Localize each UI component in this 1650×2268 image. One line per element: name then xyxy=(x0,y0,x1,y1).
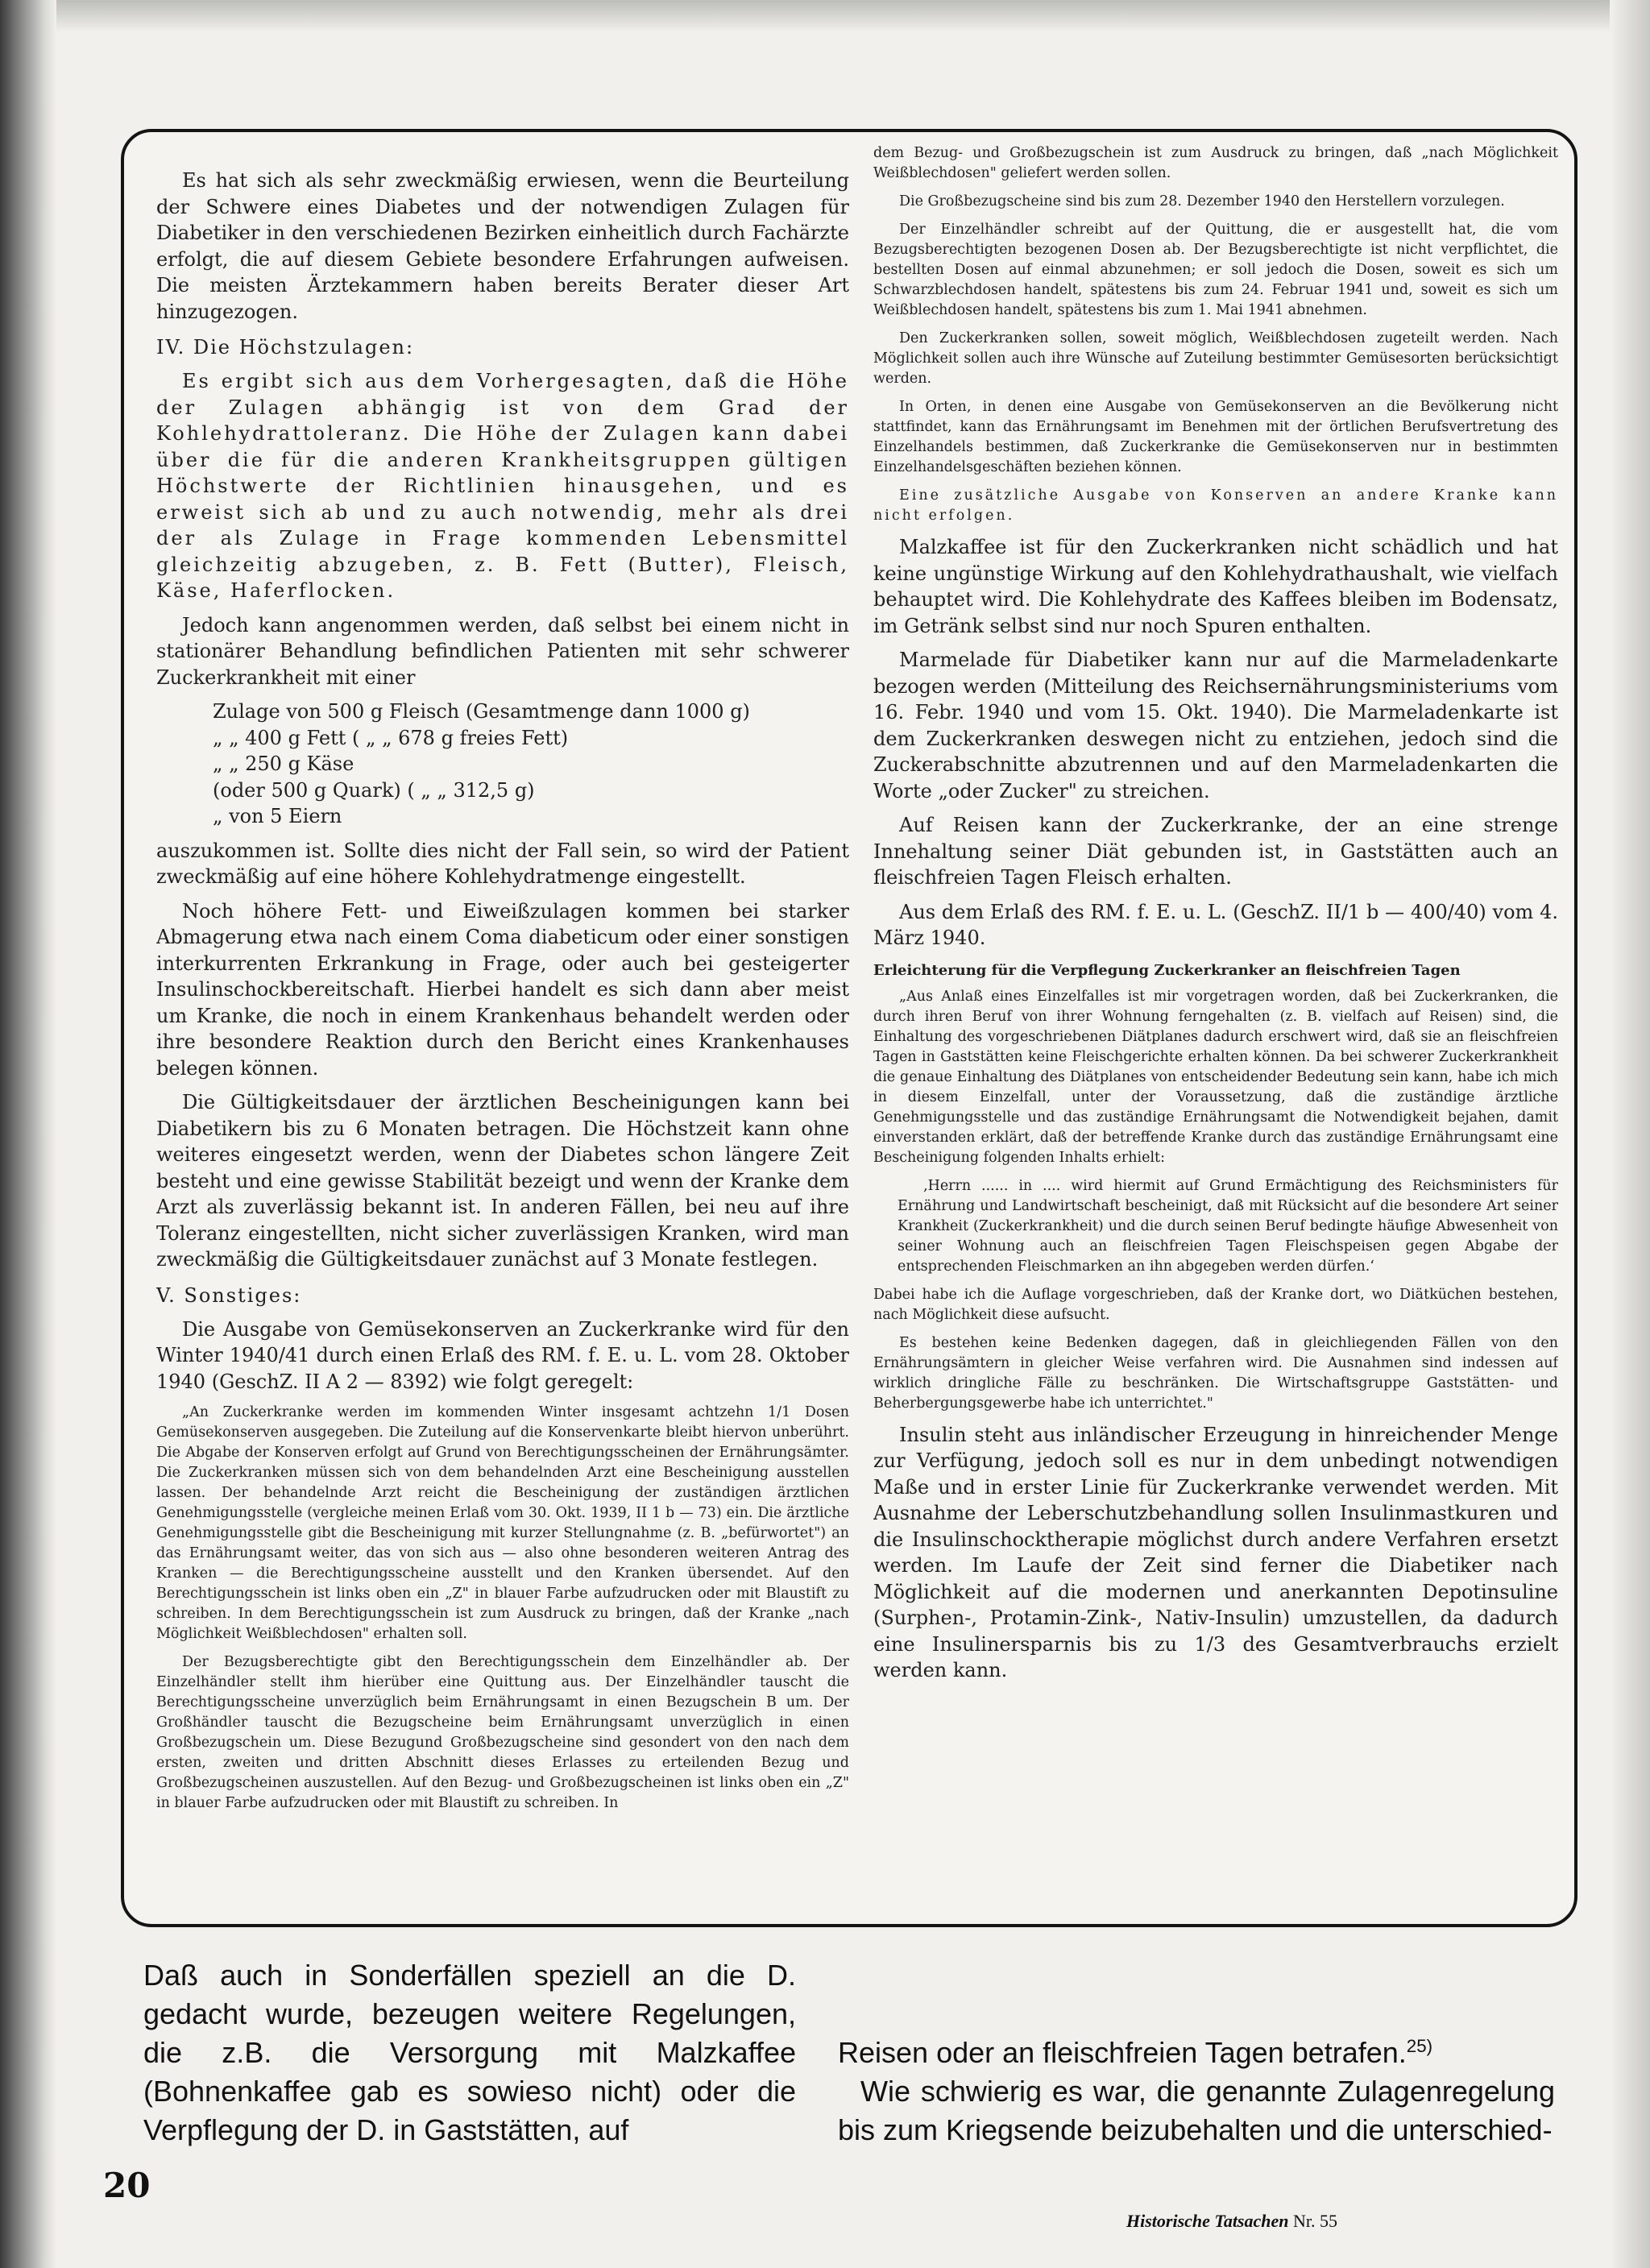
table-line: „ „ 400 g Fett ( „ „ 678 g freies Fett) xyxy=(213,726,569,749)
doc-paragraph: Es hat sich als sehr zweckmäßig erwiesen, wenn die Beurteilung der Schwere eines Diabetes und der notwendigen Zulagen für Diabetiker in den verschiedenen Bezirken einheitlich durch Fachärzte erfolgt, die auf diesem Gebiete besondere Erfahrungen aufweisen. Die meisten Ärztekammern haben bereits Berater dieser Art hinzugezogen. xyxy=(156,169,849,323)
page-footer xyxy=(1126,2211,1337,2232)
decree-quote: Der Einzelhändler schreibt auf der Quittung, die er ausgestellt hat, die vom Bezugsberechtigten bezogenen Dosen ab. Der Bezugsberechtigte ist nicht verpflichtet, die bestellten Dosen auf einmal abzunehmen; er soll jedoch die Dosen, soweit es sich um Schwarzblechdosen handelt, spätestens bis zum 24. Februar 1941 und, soweit es sich um Weißblechdosen handelt, spätestens bis zum 1. Mai 1941 abnehmen. xyxy=(873,222,1558,318)
page-number: 20 xyxy=(103,2166,151,2205)
section-heading-v: V. Sonstiges: xyxy=(156,1283,302,1307)
decree-quote: Die Großbezugscheine sind bis zum 28. Dezember 1940 den Herstellern vorzulegen. xyxy=(899,193,1505,209)
decree-quote: dem Bezug- und Großbezugschein ist zum Ausdruck zu bringen, daß „nach Möglichkeit Weißblechdosen" geliefert werden sollen. xyxy=(873,145,1558,181)
scan-edge-top xyxy=(0,0,1650,32)
article-text-left: Daß auch in Sonderfällen speziell an die D. gedacht wurde, bezeugen weitere Regelungen, die z.B. die Versorgung mit Malzkaffee (Bohnenkaffee gab es sowieso nicht) oder die Verpflegung der D. in Gaststätten, auf xyxy=(143,1959,796,2146)
decree-quote: „An Zuckerkranke werden im kommenden Winter insgesamt achtzehn 1/1 Dosen Gemüsekonserven ausgegeben. Die Zuteilung auf die Konservenkarte bleibt hiervon unberührt. Die Abgabe der Konserven erfolgt auf Grund von Berechtigungsscheinen der Ernährungsämter. Die Zuckerkranken müssen sich von dem behandelnden Arzt eine Bescheinigung ausstellen lassen. Der behandelnde Arzt reicht die Bescheinigung der zuständigen ärztlichen Genehmigungsstelle (vergleiche meinen Erlaß vom 30. Okt. 1939, II 1 b — 73) ein. Die ärztliche Genehmigungsstelle gibt die Bescheinigung mit kurzer Stellungnahme (z. B. „befürwortet") an das Ernährungsamt weiter, das von sich aus — also ohne besonderen weiteren Antrag des Kranken — die Berechtigungsscheine ausstellt und den Kranken übersendet. Auf den Berechtigungsschein ist links oben ein „Z" in blauer Farbe aufzudrucken oder mit Blaustift zu schreiben. In dem Berechtigungsschein ist zum Ausdruck zu bringen, daß der Kranke „nach Möglichkeit Weißblechdosen" erhalten soll. xyxy=(156,1404,849,1642)
decree-heading: Erleichterung für die Verpflegung Zuckerkranker an fleischfreien Tagen xyxy=(873,961,1461,979)
magazine-title: Historische Tatsachen xyxy=(1126,2211,1289,2231)
article-line xyxy=(838,2034,1555,2072)
doc-paragraph: Die Ausgabe von Gemüsekonserven an Zuckerkranke wird für den Winter 1940/41 durch einen Erlaß des RM. f. E. u. L. vom 28. Oktober 1940 (GeschZ. II A 2 — 8392) wie folgt geregelt: xyxy=(156,1317,849,1393)
doc-paragraph: Aus dem Erlaß des RM. f. E. u. L. (GeschZ. II/1 b — 400/40) vom 4. März 1940. xyxy=(873,900,1558,949)
doc-paragraph: auszukommen ist. Sollte dies nicht der Fall sein, so wird der Patient zweckmäßig auf eine höhere Kohlehydratmenge eingestellt. xyxy=(156,839,849,888)
doc-paragraph: Die Gültigkeitsdauer der ärztlichen Bescheinigungen kann bei Diabetikern bis zu 6 Monaten betragen. Die Höchstzeit kann ohne weiteres eingesetzt werden, wenn der Diabetes schon längere Zeit besteht und eine gewisse Stabilität bezeigt und wenn der Kranke dem Arzt als zuverlässig bekannt ist. In anderen Fällen, bei neu auf ihre Toleranz eingestellten, nicht sicher zuverlässigen Kranken, wird man zweckmäßig die Gültigkeitsdauer zunächst auf 3 Monate festlegen. xyxy=(156,1091,849,1271)
decree-quote: Den Zuckerkranken sollen, soweit möglich, Weißblechdosen zugeteilt werden. Nach Möglichkeit sollen auch ihre Wünsche auf Zuteilung bestimmter Gemüsesorten berücksichtigt werden. xyxy=(873,330,1558,387)
decree-quote: Der Bezugsberechtigte gibt den Berechtigungsschein dem Einzelhändler ab. Der Einzelhändler stellt ihm hierüber eine Quittung aus. Der Einzelhändler tauscht die Berechtigungsscheine unverzüglich beim Ernährungsamt in einen Bezugschein B um. Der Großhändler tauscht die Bezugscheine beim Ernährungsamt unverzüglich in einen Großbezugschein um. Diese Bezugund Großbezugscheine sind gesondert von den nach dem ersten, zweiten und dritten Abschnitt dieses Erlasses zu erteilenden Bezug und Großbezugscheinen auszustellen. Auf den Bezug- und Großbezugscheinen ist links oben ein „Z" in blauer Farbe aufzudrucken oder mit Blaustift zu schreiben. In xyxy=(156,1654,849,1811)
decree-quote: Eine zusätzliche Ausgabe von Konserven an andere Kranke kann nicht erfolgen. xyxy=(873,487,1558,524)
certificate-quote: ‚Herrn ...... in .... wird hiermit auf Grund Ermächtigung des Reichsministers für Ernährung und Landwirtschaft bescheinigt, daß mit Rücksicht auf die besondere Art seiner Krankheit (Zuckerkrankheit) und die durch seinen Beruf bedingte häufige Abwesenheit von seiner Wohnung auch an fleischfreien Tagen Fleischspeisen gegen Abgabe der entsprechenden Fleischmarken an ihn abgegeben werden dürfen.‘ xyxy=(898,1177,1558,1275)
doc-paragraph: Auf Reisen kann der Zuckerkranke, der an eine strenge Innehaltung seiner Diät gebunden ist, in Gaststätten auch an fleischfreien Tagen Fleisch erhalten. xyxy=(873,814,1558,889)
doc-paragraph: Es ergibt sich aus dem Vorhergesagten, daß die Höhe der Zulagen abhängig ist von dem Grad der Kohlehydrattoleranz. Die Höhe der Zulagen kann dabei über die für die anderen Krankheitsgruppen gültigen Höchstwerte der Richtlinien hinausgehen, und es erweist sich ab und zu auch notwendig, mehr als drei der als Zulage in Frage kommenden Lebensmittel gleichzeitig abzugeben, z. B. Fett (Butter), Fleisch, Käse, Haferflocken. xyxy=(156,370,849,602)
doc-paragraph: Jedoch kann angenommen werden, daß selbst bei einem nicht in stationärer Behandlung befindlichen Patienten mit sehr schwerer Zuckerkrankheit mit einer xyxy=(156,613,849,689)
table-line: Zulage von 500 g Fleisch (Gesamtmenge dann 1000 g) xyxy=(213,700,750,723)
doc-paragraph: Marmelade für Diabetiker kann nur auf die Marmeladenkarte bezogen werden (Mitteilung des Reichsernährungsministeriums vom 16. Febr. 1940 und vom 15. Okt. 1940). Die Marmeladenkarte ist dem Zuckerkranken deswegen nicht zu entziehen, jedoch sind die Zuckerabschnitte abzutrennen und auf den Marmeladenkarten die Worte „oder Zucker" zu streichen. xyxy=(873,649,1558,802)
zulagen-table xyxy=(156,699,849,830)
footnote-reference[interactable]: 25) xyxy=(1406,2036,1433,2056)
doc-paragraph: Insulin steht aus inländischer Erzeugung in hinreichender Menge zur Verfügung, jedoch soll es nur in dem unbedingt notwendigen Maße und in erster Linie für Zuckerkranke verwendet werden. Mit Ausnahme der Leberschutzbehandlung sollen Insulinmastkuren und die Insulinschocktherapie möglichst durch andere Verfahren ersetzt werden. Im Laufe der Zeit sind ferner die Diabetiker nach Möglichkeit auf die modernen und anerkannten Depotinsuline (Surphen-, Protamin-Zink-, Nativ-Insulin) umzustellen, da dadurch eine Insulinersparnis bis zu 1/3 des Gesamtverbrauchs erzielt werden kann. xyxy=(873,1423,1558,1681)
section-heading-iv: IV. Die Höchstzulagen: xyxy=(156,336,415,359)
document-right-column xyxy=(873,143,1558,1908)
decree-quote: In Orten, in denen eine Ausgabe von Gemüsekonserven an die Bevölkerung nicht stattfindet, kann das Ernährungsamt im Benehmen mit der örtlichen Berufsvertretung des Einzelhandels bestimmen, daß Zuckerkranke die Gemüsekonserven nur in bestimmten Einzelhandelsgeschäften beziehen können. xyxy=(873,399,1558,475)
reproduced-document-box xyxy=(121,129,1577,1927)
article-text-right xyxy=(838,2034,1555,2150)
scan-edge-right xyxy=(1610,0,1650,2268)
document-left-column xyxy=(156,168,849,1900)
article-line: Wie schwierig es war, die genannte Zulagenregelung bis zum Kriegsende beizubehalten und die unterschied- xyxy=(838,2075,1555,2146)
article-text-fragment: Reisen oder an fleischfreien Tagen betrafen. xyxy=(838,2036,1407,2069)
table-line: (oder 500 g Quark) ( „ „ 312,5 g) xyxy=(213,778,535,802)
doc-paragraph: Malzkaffee ist für den Zuckerkranken nicht schädlich und hat keine ungünstige Wirkung auf den Kohlehydrathaushalt, wie vielfach behauptet wird. Die Kohlehydrate des Kaffees bleiben im Bodensatz, im Getränk selbst sind nur noch Spuren enthalten. xyxy=(873,536,1558,637)
decree-quote: Es bestehen keine Bedenken dagegen, daß in gleichliegenden Fällen von den Ernährungsämtern in gleicher Weise verfahren wird. Die Ausnahmen sind indessen auf wirklich dringliche Fälle zu beschränken. Die Wirtschaftsgruppe Gaststätten- und Beherbergungsgewerbe habe ich unterrichtet." xyxy=(873,1334,1558,1412)
doc-paragraph: Noch höhere Fett- und Eiweißzulagen kommen bei starker Abmagerung etwa nach einem Coma diabeticum oder einer sonstigen interkurrenten Erkrankung in Frage, oder auch bei gesteigerter Insulinschockbereitschaft. Hierbei handelt es sich dann aber meist um Kranke, die noch in einem Krankenhaus behandelt werden oder ihre besondere Reaktion durch den Bericht eines Krankenhauses belegen können. xyxy=(156,899,849,1080)
decree-quote: „Aus Anlaß eines Einzelfalles ist mir vorgetragen worden, daß bei Zuckerkranken, die durch ihren Beruf von ihrer Wohnung ferngehalten (z. B. vielfach auf Reisen) sind, die Einhaltung des vorgeschriebenen Diätplanes dadurch erschwert wird, daß sie an fleischfreien Tagen in Gaststätten keine Fleischgerichte erhalten können. Da bei schwerer Zuckerkrankheit die genaue Einhaltung des Diätplanes von entscheidender Bedeutung sein kann, habe ich mich in diesem Einzelfall, unter der Voraussetzung, daß die zuständige ärztliche Genehmigungsstelle und das zuständige Ernährungsamt die Notwendigkeit bejahen, damit einverstanden erklärt, daß der betreffende Kranke durch das zuständige Ernährungsamt eine Bescheinigung folgenden Inhalts erhielt: xyxy=(873,988,1558,1166)
decree-quote: Dabei habe ich die Auflage vorgeschrieben, daß der Kranke dort, wo Diätküchen bestehen, nach Möglichkeit diese aufsucht. xyxy=(873,1286,1558,1323)
table-line: „ „ 250 g Käse xyxy=(213,753,354,775)
table-line: „ von 5 Eiern xyxy=(213,805,342,827)
issue-number: Nr. 55 xyxy=(1293,2211,1337,2231)
scan-edge-left xyxy=(0,0,56,2268)
